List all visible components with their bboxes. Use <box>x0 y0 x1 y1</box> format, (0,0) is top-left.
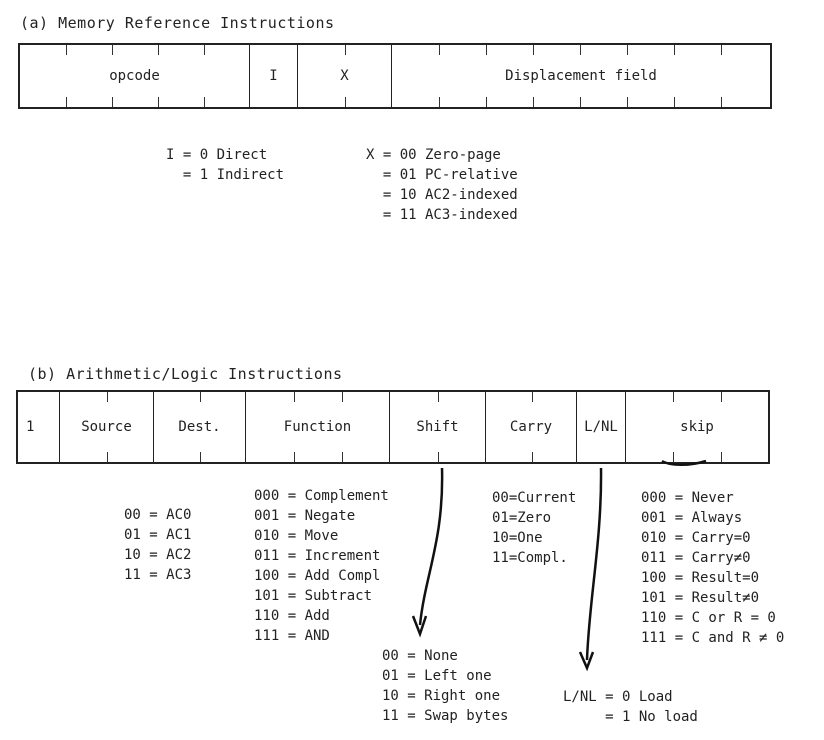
legend-line: 001 = Always <box>641 510 743 526</box>
index-label: X <box>340 68 349 84</box>
legend-line: 01 = AC1 <box>124 527 192 543</box>
dest-label: Dest. <box>178 419 221 435</box>
legend-line: 011 = Increment <box>254 548 381 564</box>
memory-reference-title: (a) Memory Reference Instructions <box>20 14 335 32</box>
skip-bracket <box>662 461 706 465</box>
legend-line: 100 = Result=0 <box>641 570 760 586</box>
legend-line: 110 = Add <box>254 608 330 624</box>
legend-line: 101 = Subtract <box>254 588 373 604</box>
legend-line: 111 = AND <box>254 628 330 644</box>
legend-line: 011 = Carry≠0 <box>641 550 751 566</box>
legend-line: 010 = Move <box>254 528 339 544</box>
legend-line: 110 = C or R = 0 <box>641 610 776 626</box>
legend-line: 01=Zero <box>492 510 552 526</box>
load-arrow <box>587 468 601 660</box>
legend-line: 111 = C and R ≠ 0 <box>641 630 785 646</box>
legend-line: 010 = Carry=0 <box>641 530 751 546</box>
legend-line: 10 = AC2 <box>124 547 192 563</box>
legend-line: = 01 PC-relative <box>366 167 518 183</box>
skip-label: skip <box>680 419 714 435</box>
alu-flag-label: 1 <box>26 419 35 435</box>
legend-line: = 11 AC3-indexed <box>366 207 518 223</box>
legend-line: 101 = Result≠0 <box>641 590 760 606</box>
displacement-label: Displacement field <box>505 68 657 84</box>
legend-line: I = 0 Direct <box>166 147 268 163</box>
carry-label: Carry <box>509 419 553 435</box>
indirect-label: I <box>269 68 278 84</box>
legend-line: 11=Compl. <box>492 550 568 566</box>
legend-line: = 1 No load <box>563 709 698 725</box>
legend-line: 001 = Negate <box>254 508 356 524</box>
legend-line: 10=One <box>492 530 543 546</box>
legend-line: 01 = Left one <box>382 668 492 684</box>
legend-line: 11 = Swap bytes <box>382 708 509 724</box>
legend-line: 100 = Add Compl <box>254 568 381 584</box>
legend-line: = 1 Indirect <box>166 167 285 183</box>
shift-label: Shift <box>416 419 459 435</box>
legend-line: L/NL = 0 Load <box>563 689 673 705</box>
legend-line: 000 = Complement <box>254 488 389 504</box>
legend-line: 10 = Right one <box>382 688 501 704</box>
legend-line: 00 = AC0 <box>124 507 192 523</box>
legend-line: 00 = None <box>382 648 458 664</box>
opcode-label: opcode <box>109 68 160 84</box>
legend-line: = 10 AC2-indexed <box>366 187 518 203</box>
source-label: Source <box>81 419 132 435</box>
legend-line: 00=Current <box>492 490 577 506</box>
legend-line: 000 = Never <box>641 490 734 506</box>
legend-line: X = 00 Zero-page <box>366 147 501 163</box>
shift-arrow <box>420 468 442 625</box>
arithmetic-logic-title: (b) Arithmetic/Logic Instructions <box>28 365 343 383</box>
function-label: Function <box>283 419 352 435</box>
legend-line: 11 = AC3 <box>124 567 192 583</box>
load-label: L/NL <box>584 419 618 435</box>
